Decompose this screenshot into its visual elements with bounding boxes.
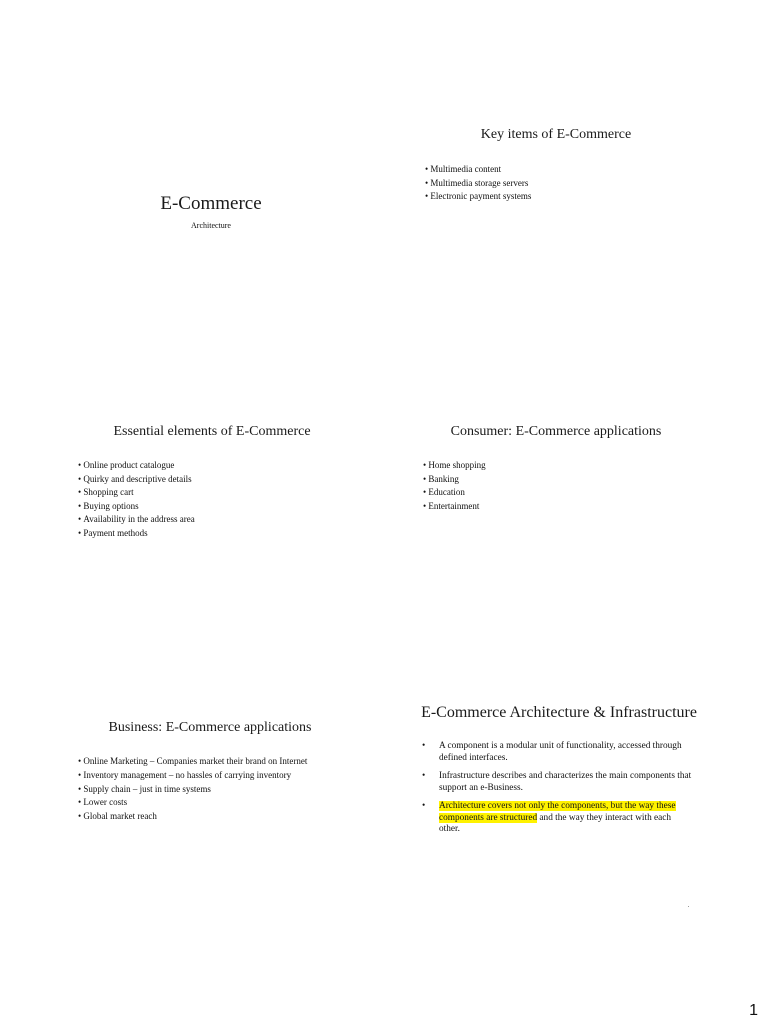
- list-item: • Multimedia content: [425, 163, 531, 177]
- slide6-bullet-list: [422, 741, 694, 843]
- list-item: • Online Marketing – Companies market their brand on Internet: [78, 755, 307, 769]
- page-number: 1: [749, 1002, 758, 1019]
- slide3-bullet-list: [78, 459, 195, 540]
- list-item: • Availability in the address area: [78, 513, 195, 527]
- highlighted-text: Architecture covers not only the components, but the way these components are structured: [439, 801, 676, 823]
- list-item: • Quirky and descriptive details: [78, 473, 195, 487]
- list-item: • Home shopping: [423, 459, 486, 473]
- list-item: • Electronic payment systems: [425, 190, 531, 204]
- slide5-bullet-list: [78, 755, 307, 824]
- list-item: • Payment methods: [78, 527, 195, 541]
- list-item: • Lower costs: [78, 796, 307, 810]
- list-item: • Inventory management – no hassles of carrying inventory: [78, 769, 307, 783]
- list-item: • Multimedia storage servers: [425, 177, 531, 191]
- slide2-title: Key items of E-Commerce: [480, 127, 632, 142]
- slide4-bullet-list: [423, 459, 486, 513]
- list-item: • A component is a modular unit of functionality, accessed through defined interfaces.: [422, 741, 694, 764]
- list-item: • Online product catalogue: [78, 459, 195, 473]
- list-item: • Infrastructure describes and characterizes the main components that support an e-Business.: [422, 771, 694, 794]
- slide3-title: Essential elements of E-Commerce: [113, 424, 311, 439]
- list-item: • Buying options: [78, 500, 195, 514]
- list-item: • Global market reach: [78, 810, 307, 824]
- list-item: • Shopping cart: [78, 486, 195, 500]
- list-item: [422, 801, 694, 836]
- bullet-text: and the way they interact with each other.: [439, 812, 672, 834]
- list-item: • Education: [423, 486, 486, 500]
- stray-mark: [688, 906, 689, 907]
- slide4-title: Consumer: E-Commerce applications: [450, 424, 662, 439]
- slide5-title: Business: E-Commerce applications: [108, 720, 312, 735]
- slide2-bullet-list: [425, 163, 531, 204]
- slide6-title: E-Commerce Architecture & Infrastructure: [421, 704, 697, 721]
- slide1-title: E-Commerce: [160, 193, 262, 214]
- list-item: • Supply chain – just in time systems: [78, 783, 307, 797]
- list-item: • Entertainment: [423, 500, 486, 514]
- slide1-subtitle: Architecture: [191, 221, 231, 230]
- list-item: • Banking: [423, 473, 486, 487]
